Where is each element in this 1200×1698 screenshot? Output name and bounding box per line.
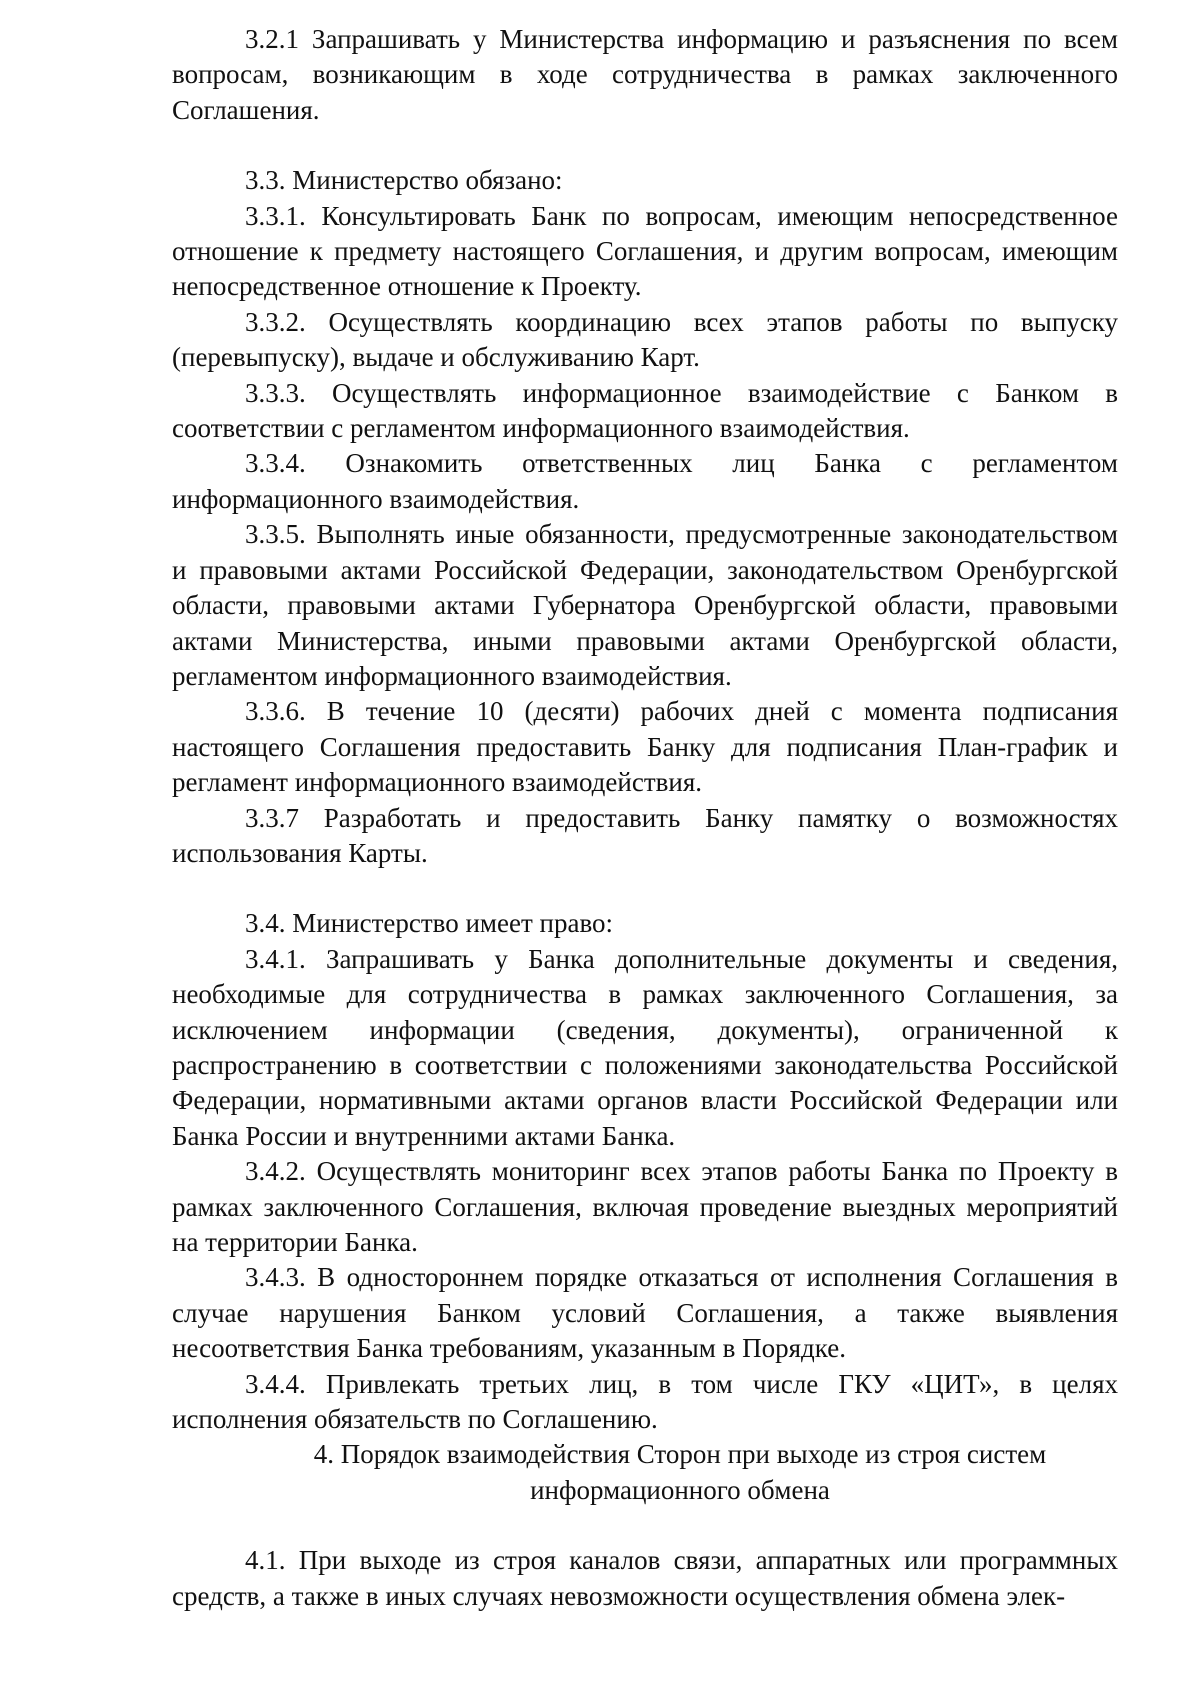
- paragraph-spacer: [172, 871, 1118, 906]
- paragraph-3-3-7: 3.3.7 Разработать и предоставить Банку памятку о возможностях использования Карты.: [172, 802, 1118, 868]
- paragraph-3-4-1: 3.4.1. Запрашивать у Банка дополнительные документы и сведения, необходимые для сотрудничества в рамках заключенного Соглашения, за исключением информации (сведения, документы), ограниченной к распространению в соответствии с положениями законодательства Российской Федерации, нормативными актами органов власти Российской Федерации или Банка России и внутренними актами Банка.: [172, 943, 1118, 1151]
- document-body: [172, 22, 1118, 1614]
- paragraph-spacer: [172, 128, 1118, 163]
- paragraph-3-3-2: 3.3.2. Осуществлять координацию всех этапов работы по выпуску (перевыпуску), выдаче и обслуживанию Карт.: [172, 306, 1118, 373]
- paragraph-3-4-3: 3.4.3. В одностороннем порядке отказаться от исполнения Соглашения в случае нарушения Банком условий Соглашения, а также выявления несоответствия Банка требованиям, указанным в Порядке.: [172, 1262, 1118, 1364]
- paragraph-3-4-2: 3.4.2. Осуществлять мониторинг всех этапов работы Банка по Проекту в рамках заключенного Соглашения, включая проведение выездных мероприятий на территории Банка.: [172, 1156, 1118, 1257]
- paragraph-spacer: [172, 1508, 1118, 1543]
- paragraph-4-1: 4.1. При выходе из строя каналов связи, аппаратных или программных средств, а также в иных случаях невозможности осуществления обмена элек-: [172, 1545, 1118, 1611]
- paragraph-3-3-5: 3.3.5. Выполнять иные обязанности, предусмотренные законодательством и правовыми актами Российской Федерации, законодательством Оренбургской области, правовыми актами Губернатора Оренбургской области, правовыми актами Министерства, иными правовыми актами Оренбургской области, регламентом информационного взаимодействия.: [172, 519, 1118, 691]
- paragraph-3-3-6: 3.3.6. В течение 10 (десяти) рабочих дней с момента подписания настоящего Соглашения предоставить Банку для подписания План-график и регламент информационного взаимодействия.: [172, 696, 1118, 798]
- paragraph-3-2-1: 3.2.1 Запрашивать у Министерства информацию и разъяснения по всем вопросам, возникающим в ходе сотрудничества в рамках заключенного Соглашения.: [172, 24, 1118, 125]
- paragraph-3-3-3: 3.3.3. Осуществлять информационное взаимодействие с Банком в соответствии с регламентом информационного взаимодействия.: [172, 377, 1118, 444]
- section-3-4-heading: 3.4. Министерство имеет право:: [245, 908, 614, 939]
- paragraph-3-4-4: 3.4.4. Привлекать третьих лиц, в том числе ГКУ «ЦИТ», в целях исполнения обязательств по Соглашению.: [172, 1368, 1118, 1435]
- paragraph-3-3-4: 3.3.4. Ознакомить ответственных лиц Банка с регламентом информационного взаимодействия.: [172, 448, 1118, 514]
- paragraph-3-3-1: 3.3.1. Консультировать Банк по вопросам, имеющим непосредственное отношение к предмету настоящего Соглашения, и другим вопросам, имеющим непосредственное отношение к Проекту.: [172, 200, 1118, 302]
- section-4-heading: 4. Порядок взаимодействия Сторон при выходе из строя систем информационного обмена: [313, 1439, 1047, 1505]
- section-3-3-heading: 3.3. Министерство обязано:: [245, 165, 563, 196]
